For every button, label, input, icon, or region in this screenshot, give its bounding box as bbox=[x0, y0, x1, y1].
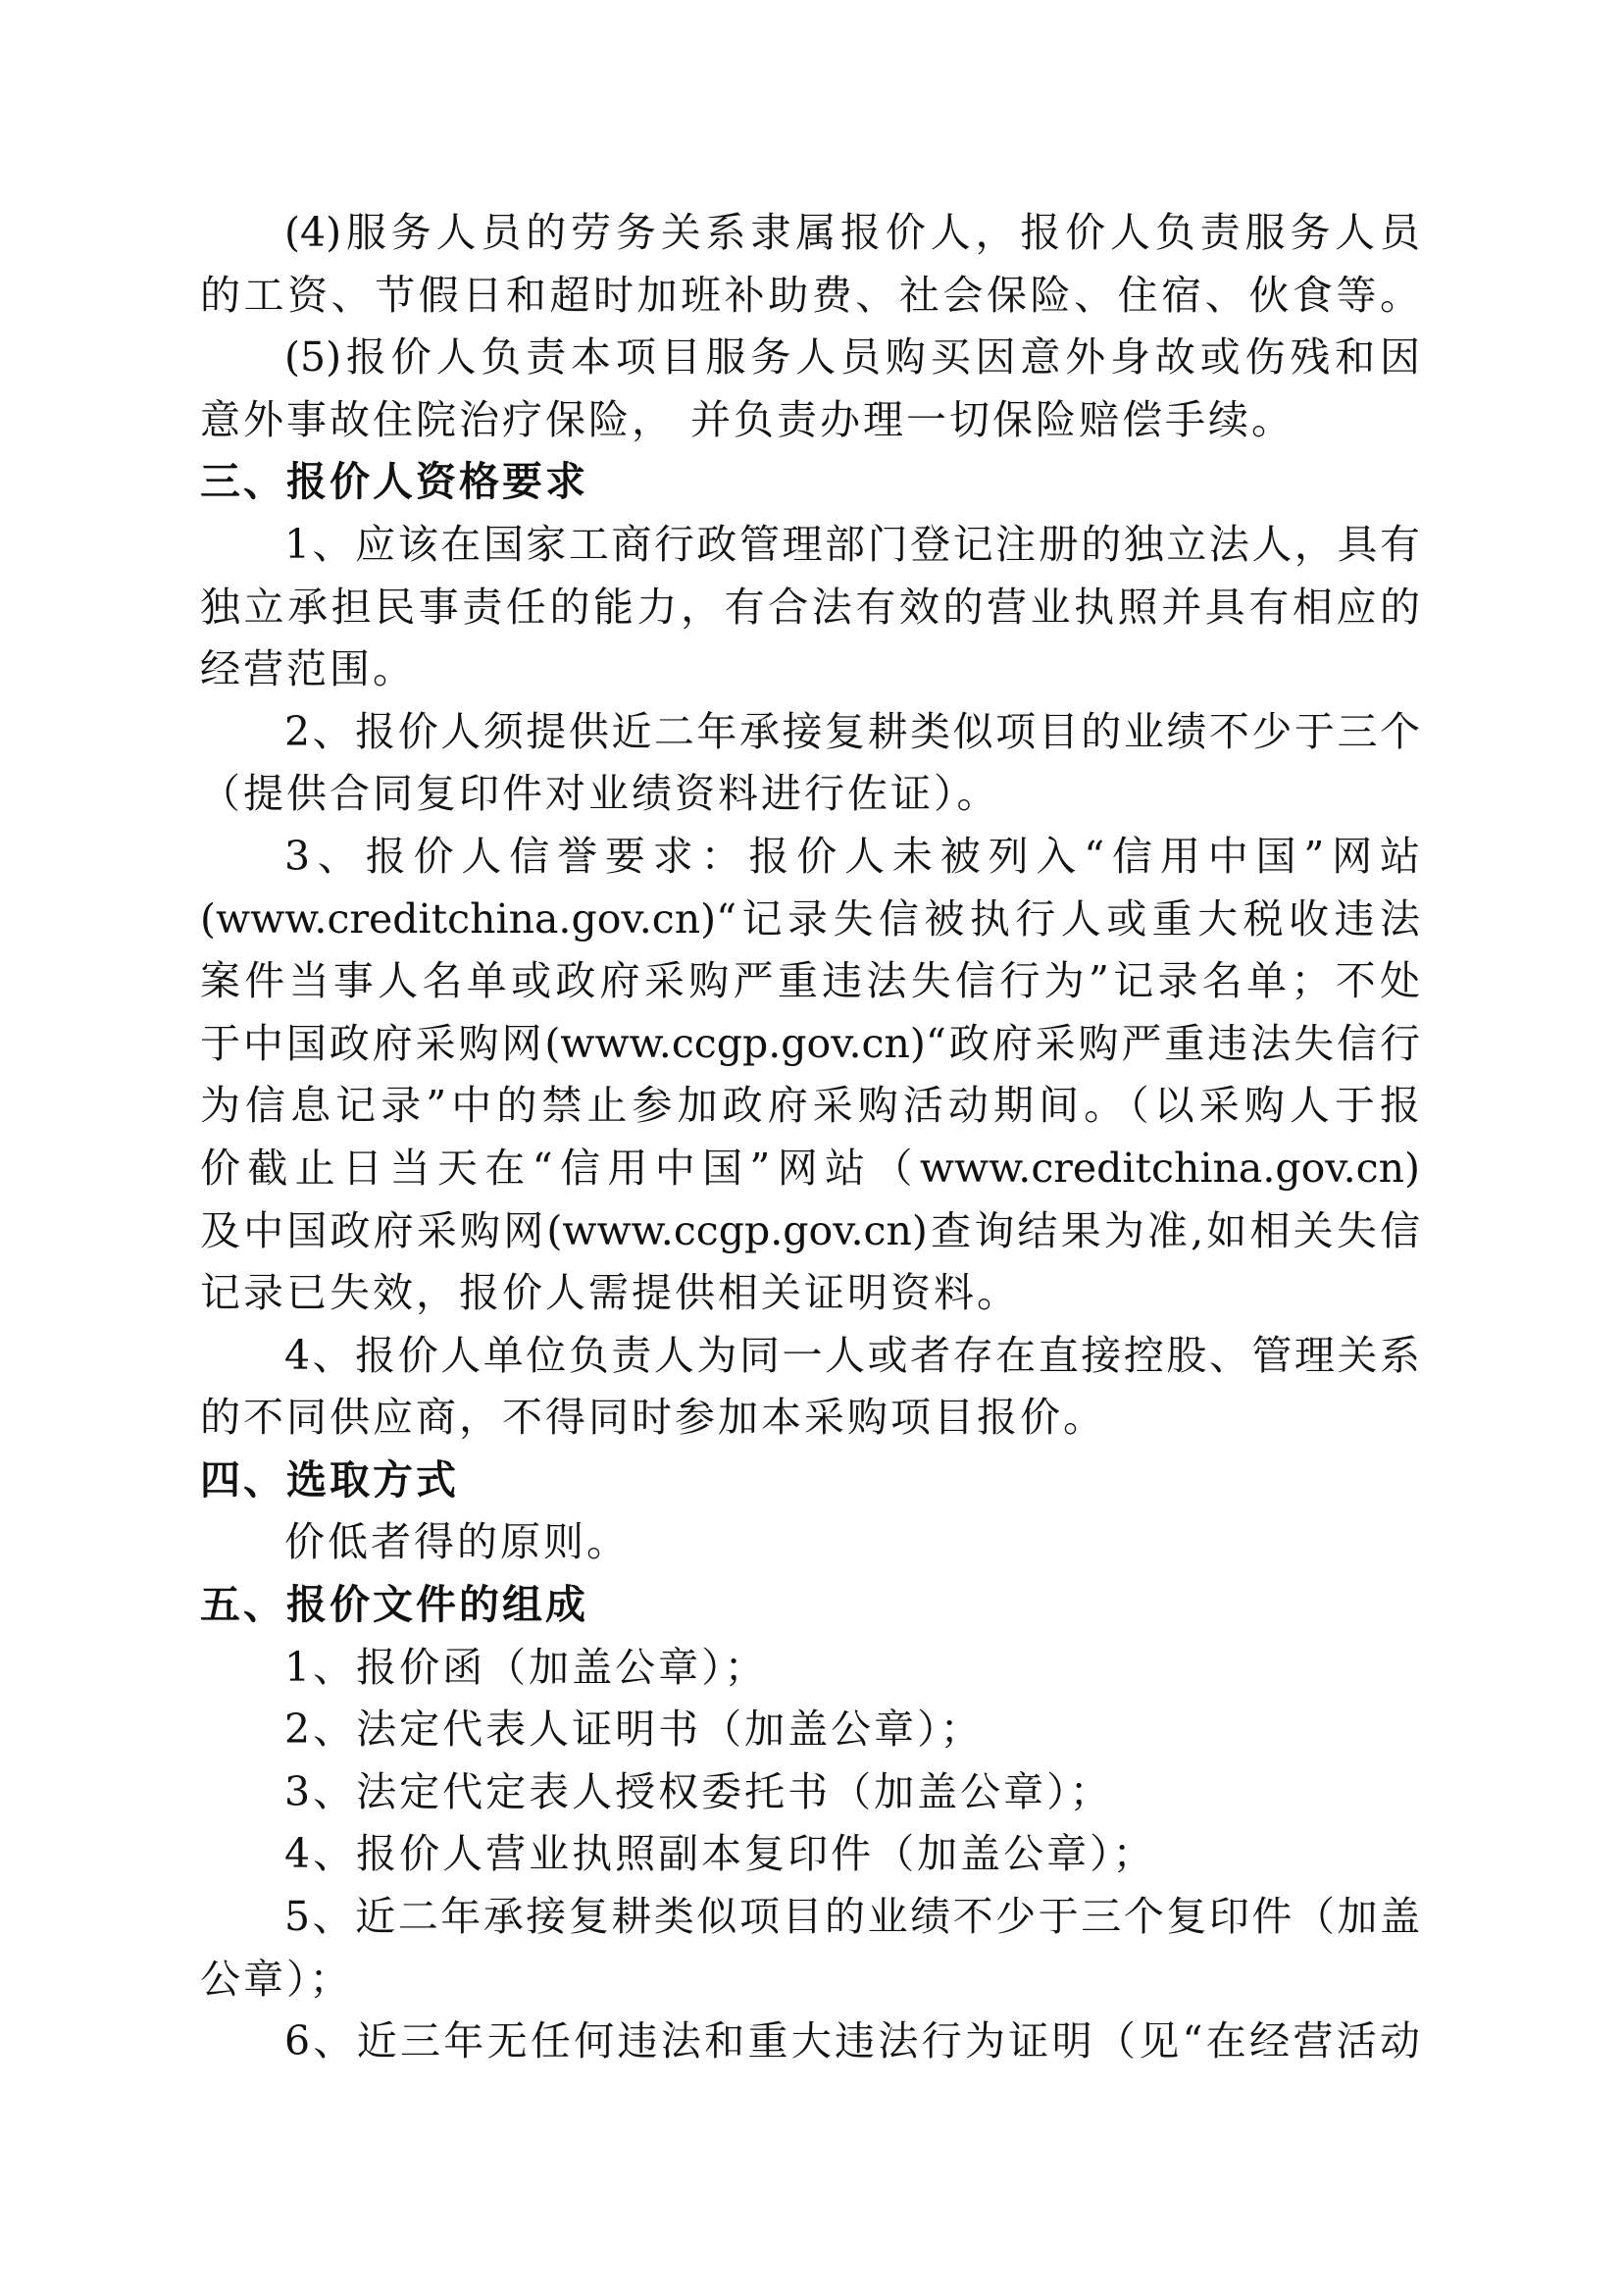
text-line: 为信息记录”中的禁止参加政府采购活动期间。（以采购人于报 bbox=[200, 1082, 1420, 1130]
text-line: 公章）； bbox=[200, 1955, 353, 2003]
text-line: 3、报价人信誉要求：报价人未被列入“信用中国”网站 bbox=[284, 832, 1420, 880]
text-line: (www.creditchina.gov.cn)“记录失信被执行人或重大税收违法 bbox=[200, 894, 1420, 943]
text-line: (5)报价人负责本项目服务人员购买因意外身故或伤残和因 bbox=[284, 333, 1420, 382]
text-line: 1、应该在国家工商行政管理部门登记注册的独立法人，具有 bbox=[284, 520, 1420, 568]
text-line: 4、报价人营业执照副本复印件（加盖公章）； bbox=[284, 1830, 1156, 1878]
section-heading: 三、报价人资格要求 bbox=[200, 458, 588, 506]
text-line: 1、报价函（加盖公章）； bbox=[284, 1643, 768, 1691]
text-line: 2、法定代表人证明书（加盖公章）； bbox=[284, 1706, 984, 1754]
text-line: 4、报价人单位负责人为同一人或者存在直接控股、管理关系 bbox=[284, 1331, 1420, 1379]
text-line: 意外事故住院治疗保险， 并负责办理一切保险赔偿手续。 bbox=[200, 395, 1295, 443]
text-line: 案件当事人名单或政府采购严重违法失信行为”记录名单；不处 bbox=[200, 957, 1420, 1005]
section-heading: 四、选取方式 bbox=[200, 1455, 459, 1503]
section-heading: 五、报价文件的组成 bbox=[200, 1581, 588, 1629]
text-line: (4)服务人员的劳务关系隶属报价人，报价人负责服务人员 bbox=[284, 209, 1420, 256]
text-line: 6、近三年无任何违法和重大违法行为证明（见“在经营活动 bbox=[284, 2017, 1420, 2065]
text-line: 价低者得的原则。 bbox=[284, 1518, 630, 1566]
document-page bbox=[200, 202, 1420, 2073]
text-line: 2、报价人须提供近二年承接复耕类似项目的业绩不少于三个 bbox=[284, 707, 1420, 755]
text-line: 3、法定代定表人授权委托书（加盖公章）； bbox=[284, 1767, 1113, 1815]
text-line: 于中国政府采购网(www.ccgp.gov.cn)“政府采购严重违法失信行 bbox=[200, 1019, 1420, 1067]
text-line: 经营范围。 bbox=[200, 645, 416, 693]
text-line: 及中国政府采购网(www.ccgp.gov.cn)查询结果为准,如相关失信 bbox=[200, 1206, 1420, 1254]
text-line: 记录已失效，报价人需提供相关证明资料。 bbox=[200, 1269, 1020, 1317]
text-line: 的工资、节假日和超时加班补助费、社会保险、住宿、伙食等。 bbox=[200, 271, 1420, 319]
text-line: （提供合同复印件对业绩资料进行佐证）。 bbox=[200, 770, 1000, 818]
text-line: 5、近二年承接复耕类似项目的业绩不少于三个复印件（加盖 bbox=[284, 1893, 1420, 1941]
text-line: 价截止日当天在“信用中国”网站（www.creditchina.gov.cn) bbox=[200, 1144, 1420, 1192]
text-line: 独立承担民事责任的能力，有合法有效的营业执照并具有相应的 bbox=[200, 583, 1420, 631]
text-line: 的不同供应商，不得同时参加本采购项目报价。 bbox=[200, 1394, 1106, 1442]
